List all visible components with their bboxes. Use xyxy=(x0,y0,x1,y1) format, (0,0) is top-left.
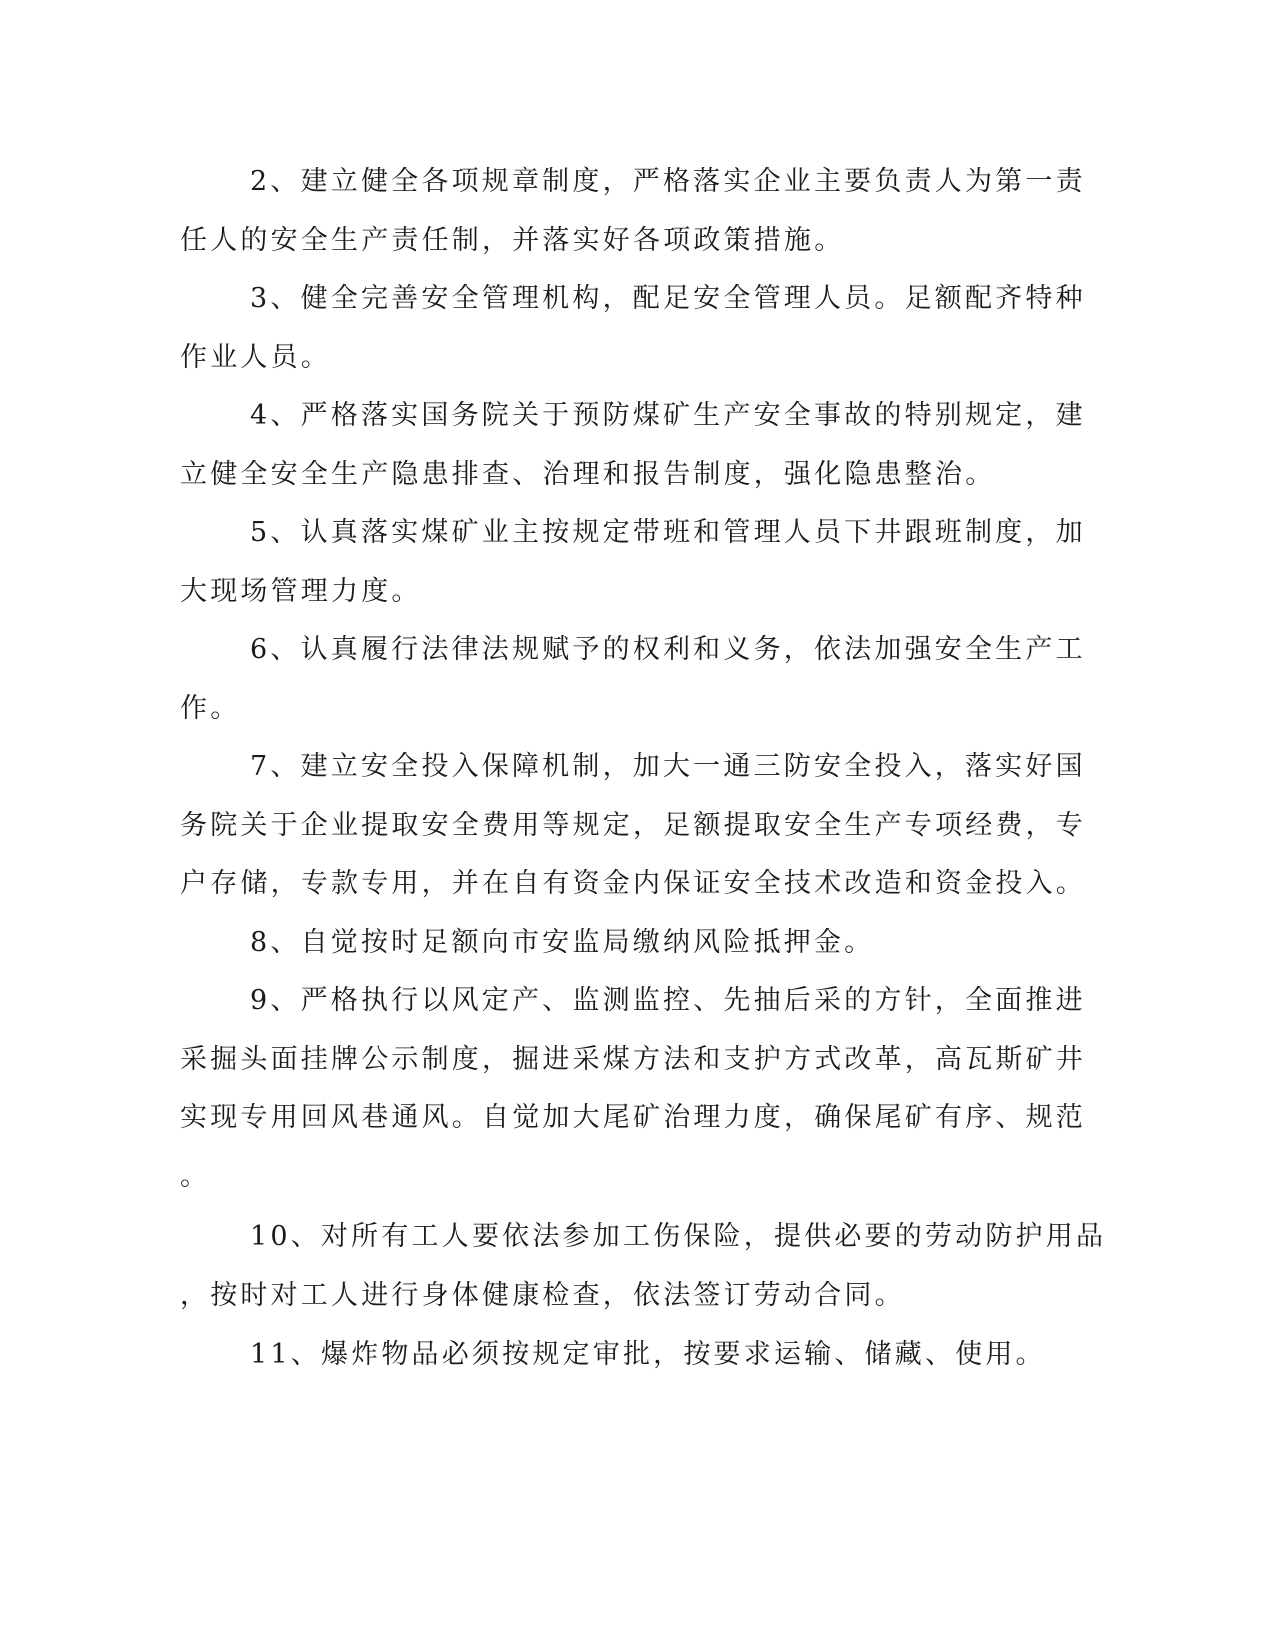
paragraph-3-line-1: 3、健全完善安全管理机构，配足安全管理人员。足额配齐特种 xyxy=(250,283,1086,314)
paragraph-5-line-2: 大现场管理力度。 xyxy=(180,576,422,607)
paragraph-8-line-1: 8、自觉按时足额向市安监局缴纳风险抵押金。 xyxy=(250,927,875,958)
paragraph-6-line-1: 6、认真履行法律法规赋予的权利和义务，依法加强安全生产工 xyxy=(250,634,1086,665)
paragraph-3-line-2: 作业人员。 xyxy=(180,342,331,373)
paragraph-7-line-3: 户存储，专款专用，并在自有资金内保证安全技术改造和资金投入。 xyxy=(180,868,1086,899)
paragraph-9-line-2: 采掘头面挂牌公示制度，掘进采煤方法和支护方式改革，高瓦斯矿井 xyxy=(180,1044,1086,1075)
paragraph-4-line-2: 立健全安全生产隐患排查、治理和报告制度，强化隐患整治。 xyxy=(180,459,996,490)
paragraph-5-line-1: 5、认真落实煤矿业主按规定带班和管理人员下井跟班制度，加 xyxy=(250,517,1086,548)
paragraph-4-line-1: 4、严格落实国务院关于预防煤矿生产安全事故的特别规定，建 xyxy=(250,400,1086,431)
paragraph-7-line-2: 务院关于企业提取安全费用等规定，足额提取安全生产专项经费，专 xyxy=(180,810,1086,841)
paragraph-10-line-1: 10、对所有工人要依法参加工伤保险，提供必要的劳动防护用品 xyxy=(250,1221,1107,1252)
paragraph-9-line-3: 实现专用回风巷通风。自觉加大尾矿治理力度，确保尾矿有序、规范 xyxy=(180,1102,1086,1133)
paragraph-6-line-2: 作。 xyxy=(180,693,241,724)
paragraph-11-line-1: 11、爆炸物品必须按规定审批，按要求运输、储藏、使用。 xyxy=(250,1339,1046,1370)
paragraph-10-line-2: ，按时对工人进行身体健康检查，依法签订劳动合同。 xyxy=(180,1280,905,1311)
paragraph-2-line-1: 2、建立健全各项规章制度，严格落实企业主要负责人为第一责 xyxy=(250,166,1086,197)
paragraph-7-line-1: 7、建立安全投入保障机制，加大一通三防安全投入，落实好国 xyxy=(250,751,1086,782)
paragraph-9-line-1: 9、严格执行以风定产、监测监控、先抽后采的方针，全面推进 xyxy=(250,985,1086,1016)
paragraph-9-line-4: 。 xyxy=(180,1161,211,1192)
paragraph-2-line-2: 任人的安全生产责任制，并落实好各项政策措施。 xyxy=(180,225,845,256)
